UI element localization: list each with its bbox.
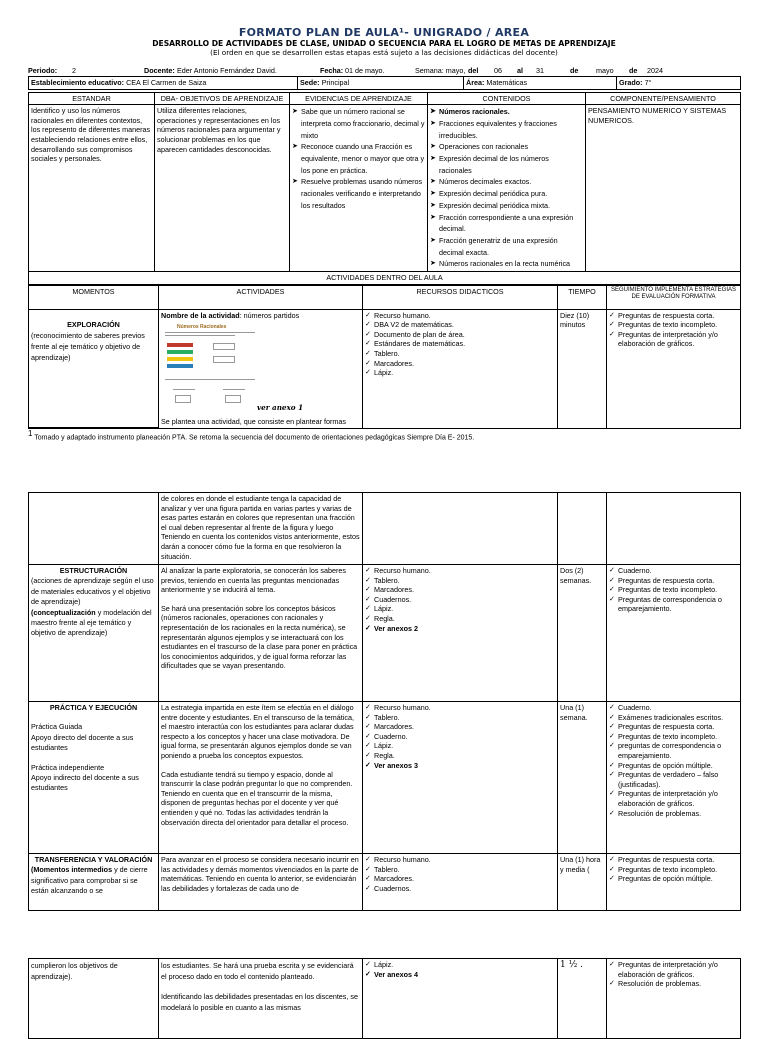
- contenido-item: ➤ Expresión decimal periódica pura.: [430, 188, 583, 200]
- activities-table-page3: [28, 958, 741, 1039]
- practica-momento: [29, 702, 159, 854]
- exploracion-recursos-cont: [363, 493, 558, 565]
- practica-guiada: Práctica Guiada: [31, 722, 83, 732]
- activities-section-title: ACTIVIDADES DENTRO DEL AULA: [29, 272, 741, 285]
- col-header-contenidos: CONTENIDOS: [428, 92, 586, 105]
- footnote-text: Tomado y adaptado instrumento planeación PTA. Se retoma la secuencia del documento de orientaciones pedagógicas Siempre Día E- 2015.: [32, 434, 475, 442]
- seguimiento-item: ✓ Cuaderno.: [609, 566, 738, 576]
- seguimiento-item: ✓ Preguntas de opción múltiple.: [609, 874, 738, 884]
- estructuracion-recursos: [363, 565, 558, 702]
- contenidos-cell: [428, 105, 586, 272]
- exploracion-desc: (reconocimiento de saberes previos frente al eje temático y objetivo de aprendizaje): [31, 330, 145, 362]
- seguimiento-item: ✓ Preguntas de correspondencia o emparejamiento.: [609, 595, 738, 614]
- activities-table-page1: [28, 285, 741, 429]
- estructuracion-desc-2: y modelación del maestro frente al eje temático y objetivo de aprendizaje): [31, 607, 152, 638]
- transferencia-desc-bold: (Momentos intermedios: [31, 865, 113, 875]
- exploracion-recursos: [363, 309, 558, 428]
- establishment-table: [28, 76, 741, 90]
- contenido-item: ➤ Operaciones con racionales: [430, 141, 583, 153]
- exploracion-text-part1: Se plantea una actividad, que consiste en plantear formas: [161, 417, 346, 427]
- document-subtitle: DESARROLLO DE ACTIVIDADES DE CLASE, UNIDAD O SECUENCIA PARA EL LOGRO DE METAS DE APRENDIZAJE: [152, 39, 616, 48]
- exploracion-actividad: [159, 309, 363, 428]
- transferencia-actividad-cont: [159, 959, 363, 1039]
- transferencia-text-cont-1: los estudiantes. Se hará una prueba escrita y se evidenciará el proceso dado en todo el contenido planteado.: [161, 961, 354, 981]
- recurso-item: ✓ Tablero.: [365, 576, 555, 586]
- sede-cell: [298, 77, 464, 90]
- practica-actividad: [159, 702, 363, 854]
- anexo-1-label: ver anexo 1: [257, 403, 304, 413]
- grado-value: 7°: [644, 78, 652, 87]
- contenido-item: ➤ Fracción correspondiente a una expresión decimal.: [430, 212, 583, 235]
- establecimiento-value: CEA El Carmen de Saiza: [126, 78, 207, 87]
- evidencia-item: ➤ Reconoce cuando una Fracción es equivalente, menor o mayor que otra y los pone en práctica.: [292, 141, 425, 176]
- recurso-item: ✓ Marcadores.: [365, 722, 555, 732]
- activity-name-value: : números partidos: [239, 310, 300, 320]
- area-label: Área:: [466, 78, 485, 87]
- grado-label: Grado:: [619, 78, 643, 87]
- evidencias-cell: [290, 105, 428, 272]
- estructuracion-tiempo: Dos (2) semanas.: [558, 565, 607, 702]
- practica-text-1: La estrategia impartida en este ítem se efectúa en el diálogo entre docente y estudiantes. En el transcurso de la temática, el maestro interactúa con los estudiantes para aclarar dudas respecto a los conceptos y hacer una clase motivadora. De igual forma, se presentarán algunos ejemplos donde se van poniendo a prueba los conceptos expuestos.: [161, 703, 354, 760]
- seguimiento-item: ✓ Preguntas de respuesta corta.: [609, 576, 738, 586]
- seguimiento-item: ✓ Preguntas de respuesta corta.: [609, 311, 738, 321]
- recurso-item: ✓ Cuaderno.: [365, 732, 555, 742]
- seguimiento-item: ✓ Preguntas de respuesta corta.: [609, 722, 738, 732]
- recurso-item: ✓ Documento de plan de área.: [365, 330, 555, 340]
- estructuracion-actividad: [159, 565, 363, 702]
- seguimiento-item: ✓ Preguntas de respuesta corta.: [609, 855, 738, 865]
- planning-table: [28, 92, 741, 285]
- transferencia-desc: y de cierre significativo para comprobar si se están alcanzando o se: [31, 865, 148, 896]
- recurso-item: ✓ Marcadores.: [365, 359, 555, 369]
- seguimiento-item: ✓ Preguntas de texto incompleto.: [609, 320, 738, 330]
- transferencia-tiempo-cont: 1 ½ .: [558, 959, 607, 1039]
- contenido-item: ➤ Números racionales en la recta numérica: [430, 258, 583, 270]
- estructuracion-momento: [29, 565, 159, 702]
- recurso-item-anexo: ✓ Ver anexos 2: [365, 624, 555, 634]
- fecha-label: Fecha:: [320, 66, 344, 75]
- exploracion-tiempo-cont: [558, 493, 607, 565]
- estructuracion-text-2: Se hará una presentación sobre los conceptos básicos (números racionales, operaciones con racionales y representación de los racionales en la recta numérica), se representarán algunos ejemplos y se interactuará con los estudiantes en el trascurso de la clase para poner en práctica los conocimientos adquiridos, y de igual forma reforzar las dificultades que se vayan presentando.: [161, 603, 358, 671]
- sede-value: Principal: [321, 78, 350, 87]
- exploracion-text-part2: de colores en donde el estudiante tenga la capacidad de analizar y ver una figura partida en varias partes y varias de esas partes estarán en colores que representan una fracción el cual deben representar al frente de la figura y luego Teniendo en cuenta los contenidos vistos anteriormente, estos darán a conocer cómo fue la forma en que resolvieron la situación.: [159, 493, 363, 565]
- de-label-1: de: [570, 66, 579, 75]
- practica-seguimiento: [607, 702, 741, 854]
- col-header-seguimiento: SEGUIMIENTO IMPLEMENTA ESTRATEGIAS DE EVALUACIÓN FORMATIVA: [607, 285, 741, 309]
- footnote: [28, 429, 474, 441]
- seguimiento-item: ✓ Preguntas de interpretación y/o elaboración de gráficos.: [609, 960, 738, 979]
- transferencia-seguimiento: [607, 854, 741, 911]
- dia-fin: 31: [536, 66, 544, 75]
- seguimiento-item: ✓ Resolución de problemas.: [609, 809, 738, 819]
- recurso-item: ✓ Recurso humano.: [365, 703, 555, 713]
- seguimiento-item: ✓ Preguntas de texto incompleto.: [609, 732, 738, 742]
- practica-title: PRÁCTICA Y EJECUCIÓN: [49, 703, 138, 712]
- seguimiento-item: ✓ Preguntas de verdadero – falso (justificadas).: [609, 770, 738, 789]
- al-label: al: [517, 66, 523, 75]
- semana-label: Semana: mayo,: [415, 66, 466, 75]
- worksheet-thumbnail: [165, 323, 261, 409]
- col-header-tiempo: TIEMPO: [558, 285, 607, 309]
- dba-text: Utiliza diferentes relaciones, operaciones y representaciones en los números racionales para argumentar y solucionar problemas en los que aparecen cantidades desconocidas.: [155, 105, 290, 272]
- transferencia-momento: [29, 854, 159, 911]
- recurso-item: ✓ Lápiz.: [365, 368, 555, 378]
- establecimiento-cell: [29, 77, 298, 90]
- transferencia-recursos: [363, 854, 558, 911]
- periodo-value: 2: [72, 66, 76, 75]
- transferencia-text-cont-2: Identificando las debilidades presentadas en los discentes, se modelará lo posible en cuanto a las mismas: [161, 992, 358, 1012]
- recurso-item-anexo: ✓ Ver anexos 3: [365, 761, 555, 771]
- seguimiento-item: ✓ Preguntas de texto incompleto.: [609, 585, 738, 595]
- exploracion-seguimiento: [607, 309, 741, 428]
- recurso-item: ✓ Estándares de matemáticas.: [365, 339, 555, 349]
- estructuracion-text-1: Al analizar la parte exploratoria, se conocerán los saberes previos, teniendo en cuenta las preguntas mencionadas anteriormente y se inducirá al tema.: [161, 566, 346, 595]
- col-header-dba: DBA- OBJETIVOS DE APRENDIZAJE: [155, 92, 290, 105]
- establecimiento-label: Establecimiento educativo:: [31, 78, 125, 87]
- recurso-item: ✓ Tablero.: [365, 713, 555, 723]
- recurso-item: ✓ Regla.: [365, 614, 555, 624]
- exploracion-momento: [29, 309, 159, 428]
- seguimiento-item: ✓ Exámenes tradicionales escritos.: [609, 713, 738, 723]
- estandar-text: Identifico y uso los números racionales en diferentes contextos, los represento de diferentes maneras estableciendo relaciones entre ellos, desarrollando sus compromisos sociales y personales.: [29, 105, 155, 272]
- componente-text: PENSAMIENTO NUMERICO Y SISTEMAS NUMERICOS.: [586, 105, 741, 272]
- activities-table-page2: [28, 492, 741, 911]
- recurso-item: ✓ Recurso humano.: [365, 311, 555, 321]
- seguimiento-item: ✓ Preguntas de opción múltiple.: [609, 761, 738, 771]
- exploracion-tiempo: Diez (10) minutos: [558, 309, 607, 428]
- seguimiento-item: ✓ Preguntas de texto incompleto.: [609, 865, 738, 875]
- area-value: Matemáticas: [486, 78, 528, 87]
- practica-apoyo-directo: Apoyo directo del docente a sus estudiantes: [31, 732, 134, 753]
- seguimiento-item: ✓ preguntas de correspondencia o emparejamiento.: [609, 741, 738, 760]
- seguimiento-item: ✓ Cuaderno.: [609, 703, 738, 713]
- contenido-item: ➤ Expresión decimal periódica mixta.: [430, 200, 583, 212]
- recurso-item: ✓ Cuadernos.: [365, 884, 555, 894]
- seguimiento-item: ✓ Resolución de problemas.: [609, 979, 738, 989]
- anio-value: 2024: [647, 66, 663, 75]
- estructuracion-title: ESTRUCTURACIÓN: [59, 566, 128, 575]
- dia-inicio: 06: [494, 66, 502, 75]
- recurso-item: ✓ Lápiz.: [365, 604, 555, 614]
- area-cell: [464, 77, 617, 90]
- recurso-item: ✓ Recurso humano.: [365, 855, 555, 865]
- recurso-item: ✓ Tablero.: [365, 349, 555, 359]
- footnote-mark: 1: [28, 429, 33, 438]
- practica-tiempo: Una (1) semana.: [558, 702, 607, 854]
- estructuracion-desc: (acciones de aprendizaje según el uso de materiales educativos y el objetivo de aprendizaje): [31, 576, 154, 607]
- seguimiento-item: ✓ Preguntas de interpretación y/o elaboración de gráficos.: [609, 789, 738, 808]
- seguimiento-item: ✓ Preguntas de interpretación y/o elaboración de gráficos.: [609, 330, 738, 349]
- practica-text-2: Cada estudiante tendrá su tiempo y espacio, donde al transcurrir la clase podrán preguntar lo que no comprenden. Teniendo en cuenta que en el transcurrir de la misma, disponen de preguntas hechas por el docente y ver qué entienden y qué no. Todas las actividades tendrán la observación directa del orientador para detallar el proceso.: [161, 769, 353, 827]
- estructuracion-desc-bold: (conceptualización: [31, 607, 96, 617]
- transferencia-seguimiento-cont: [607, 959, 741, 1039]
- contenido-item: ➤ Expresión decimal de los números racionales: [430, 153, 583, 176]
- contenido-item: ➤ Fracciones equivalentes y fracciones irreducibles.: [430, 118, 583, 141]
- transferencia-tiempo: Una (1) hora y media (: [558, 854, 607, 911]
- recurso-item: ✓ Marcadores.: [365, 874, 555, 884]
- recurso-item: ✓ Recurso humano.: [365, 566, 555, 576]
- exploracion-momento-cont: [29, 493, 159, 565]
- contenido-item: ➤ Números racionales.: [430, 106, 583, 118]
- col-header-actividades: ACTIVIDADES: [159, 285, 363, 309]
- recurso-item: ✓ Cuadernos.: [365, 595, 555, 605]
- del-label: del: [468, 66, 479, 75]
- document-subtitle-note: (El orden en que se desarrollen estas etapas está sujeto a las decisiones didácticas del docente): [210, 48, 558, 57]
- contenido-item: ➤ Números decimales exactos.: [430, 176, 583, 188]
- practica-recursos: [363, 702, 558, 854]
- de-label-2: de: [629, 66, 638, 75]
- evidencia-item: ➤ Resuelve problemas usando números racionales verificando e interpretando los resultados: [292, 176, 425, 211]
- recurso-item: ✓ Tablero.: [365, 865, 555, 875]
- practica-apoyo-indirecto: Apoyo indirecto del docente a sus estudiantes: [31, 773, 139, 793]
- worksheet-thumbnail-title: Números Racionales: [177, 324, 227, 331]
- exploracion-title: EXPLORACIÓN: [67, 319, 120, 329]
- transferencia-text: Para avanzar en el proceso se considera necesario incurrir en las actividades y demás momentos vivenciados en la parte de matemáticas. Teniendo en cuenta lo anterior, se evidenciarán las debilidades y fortalezas de cada uno de: [159, 854, 363, 911]
- docente-value: Eder Antonio Fernández David.: [177, 66, 277, 75]
- docente-label: Docente:: [144, 66, 175, 75]
- sede-label: Sede:: [300, 78, 320, 87]
- footnote-separator: [28, 427, 158, 428]
- recurso-item: ✓ Marcadores.: [365, 585, 555, 595]
- transferencia-recursos-cont: [363, 959, 558, 1039]
- grado-cell: [617, 77, 741, 90]
- periodo-label: Periodo:: [28, 66, 58, 75]
- transferencia-title: TRANSFERENCIA Y VALORACIÓN: [34, 855, 153, 864]
- document-title: FORMATO PLAN DE AULA¹- UNIGRADO / AREA: [238, 26, 530, 39]
- col-header-recursos: RECURSOS DIDACTICOS: [363, 285, 558, 309]
- recurso-item-anexo: ✓ Ver anexos 4: [365, 970, 555, 980]
- col-header-componente: COMPONENTE/PENSAMIENTO: [586, 92, 741, 105]
- mes-value: mayo: [596, 66, 614, 75]
- transferencia-desc-cont: cumplieron los objetivos de aprendizaje).: [29, 959, 159, 1039]
- col-header-momentos: MOMENTOS: [29, 285, 159, 309]
- activity-name-label: Nombre de la actividad: [161, 310, 240, 320]
- col-header-evidencias: EVIDENCIAS DE APRENDIZAJE: [290, 92, 428, 105]
- evidencia-item: ➤ Sabe que un número racional se interpreta como fraccionario, decimal y mixto: [292, 106, 425, 141]
- practica-independiente: Práctica independiente: [31, 762, 105, 772]
- exploracion-seguimiento-cont: [607, 493, 741, 565]
- col-header-estandar: ESTANDAR: [29, 92, 155, 105]
- fecha-value: 01 de mayo.: [345, 66, 385, 75]
- estructuracion-seguimiento: [607, 565, 741, 702]
- contenido-item: ➤ Fracción generatriz de una expresión decimal exacta.: [430, 235, 583, 258]
- recurso-item: ✓ Lápiz.: [365, 960, 555, 970]
- recurso-item: ✓ Lápiz.: [365, 741, 555, 751]
- recurso-item: ✓ DBA V2 de matemáticas.: [365, 320, 555, 330]
- recurso-item: ✓ Regla.: [365, 751, 555, 761]
